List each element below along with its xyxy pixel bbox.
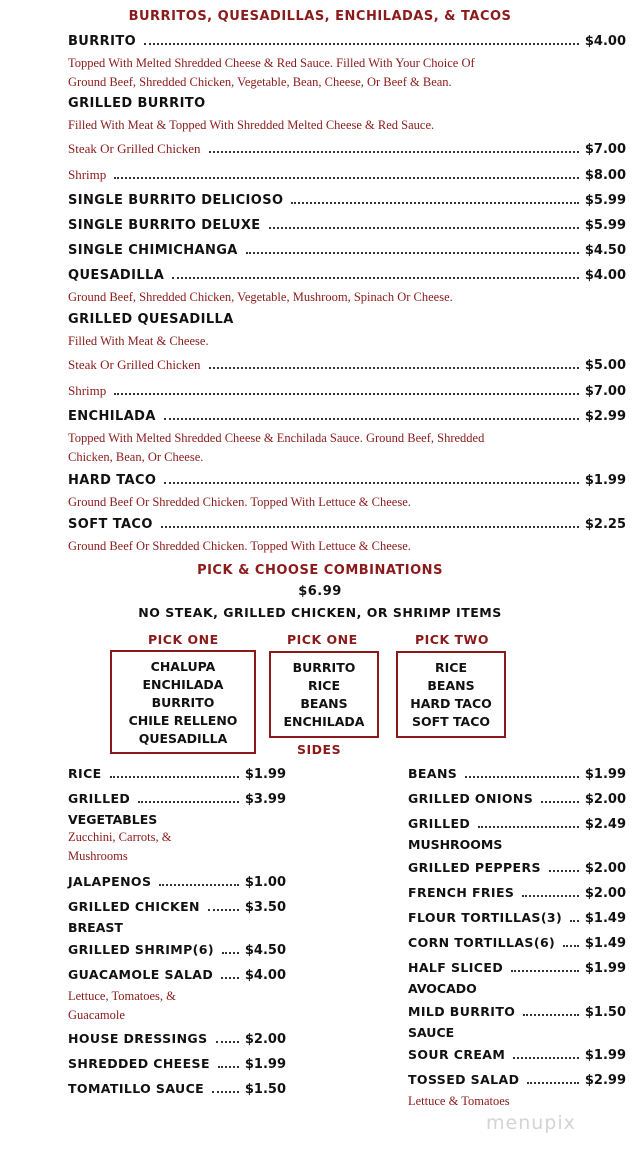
dot-leader — [218, 1066, 239, 1068]
pick-option: BEANS — [300, 696, 348, 711]
pick-option: ENCHILADA — [283, 714, 365, 729]
item-price: $2.00 — [244, 1032, 286, 1047]
item-price: $2.49 — [584, 817, 626, 832]
watermark-logo: menupix — [486, 1112, 576, 1134]
menu-item-hard-taco — [68, 473, 626, 512]
item-name: JALAPENOS — [68, 874, 152, 889]
item-price: $1.99 — [584, 1048, 626, 1063]
pick-option: HARD TACO — [410, 696, 492, 711]
dot-leader — [523, 1014, 579, 1016]
dot-leader — [138, 801, 239, 803]
item-price: $1.00 — [244, 875, 286, 890]
dot-leader — [172, 277, 579, 279]
pick-option: CHILE RELLENO — [128, 713, 238, 728]
menu-item-grilled-quesadilla — [68, 312, 626, 351]
item-description: Zucchini, Carrots, & — [68, 830, 172, 844]
item-name: SINGLE CHIMICHANGA — [68, 243, 238, 258]
side-item-jalapenos — [68, 874, 286, 894]
item-price: $2.00 — [584, 861, 626, 876]
dot-leader — [209, 367, 579, 369]
side-item-sour-cream — [408, 1047, 626, 1067]
menu-item-soft-taco — [68, 517, 626, 556]
pick-box-1 — [110, 650, 256, 754]
item-name: GRILLED — [68, 791, 131, 806]
menu-subitem-steak-chicken — [68, 141, 626, 161]
item-price: $3.50 — [244, 900, 286, 915]
section-title-burritos: BURRITOS, QUESADILLAS, ENCHILADAS, & TACOS — [128, 9, 512, 24]
side-item-tossed-salad — [408, 1072, 626, 1111]
item-description: Ground Beef, Shredded Chicken, Vegetable, Bean, Cheese, Or Beef & Bean. — [68, 75, 452, 89]
combo-price: $6.99 — [298, 584, 342, 599]
item-name: SINGLE BURRITO DELUXE — [68, 218, 261, 233]
side-item-dressings — [68, 1031, 286, 1051]
item-name-cont: BREAST — [68, 920, 123, 935]
menu-item-enchilada — [68, 409, 626, 467]
menu-item-deluxe — [68, 218, 626, 238]
pick-box-2 — [269, 651, 379, 738]
dot-leader — [221, 977, 239, 979]
side-item-fries — [408, 885, 626, 905]
item-name: ENCHILADA — [68, 409, 156, 424]
item-price: $1.99 — [584, 767, 626, 782]
item-price: $2.00 — [584, 792, 626, 807]
item-name: SHREDDED CHEESE — [68, 1056, 210, 1071]
item-name: Shrimp — [68, 167, 107, 182]
item-name: GRILLED PEPPERS — [408, 860, 541, 875]
dot-leader — [208, 909, 239, 911]
menu-item-chimichanga — [68, 243, 626, 263]
item-description: Lettuce & Tomatoes — [408, 1094, 510, 1108]
menu-subitem-steak-chicken — [68, 357, 626, 377]
menu-item-quesadilla — [68, 268, 626, 307]
pick-header: PICK ONE — [287, 632, 358, 647]
dot-leader — [570, 920, 579, 922]
pick-option: SOFT TACO — [411, 714, 491, 729]
dot-leader — [478, 826, 579, 828]
item-description: Ground Beef Or Shredded Chicken. Topped With Lettuce & Cheese. — [68, 495, 411, 509]
item-name: CORN TORTILLAS(6) — [408, 935, 556, 950]
pick-option: CHALUPA — [150, 659, 216, 674]
combo-note: NO STEAK, GRILLED CHICKEN, OR SHRIMP ITEMS — [138, 605, 502, 620]
item-name: GRILLED SHRIMP(6) — [68, 942, 214, 957]
item-price: $1.99 — [584, 473, 626, 488]
item-price: $5.00 — [584, 358, 626, 373]
item-name: Steak Or Grilled Chicken — [68, 357, 201, 372]
side-item-beans — [408, 766, 626, 786]
item-price: $2.99 — [584, 409, 626, 424]
item-description: Topped With Melted Shredded Cheese & Enchilada Sauce. Ground Beef, Shredded — [68, 431, 485, 445]
dot-leader — [465, 776, 579, 778]
item-price: $2.25 — [584, 517, 626, 532]
item-price: $2.99 — [584, 1073, 626, 1088]
side-item-onions — [408, 791, 626, 811]
dot-leader — [216, 1041, 239, 1043]
pick-option: RICE — [308, 678, 340, 693]
dot-leader — [159, 884, 239, 886]
item-name: HARD TACO — [68, 473, 157, 488]
item-description: Guacamole — [68, 1008, 125, 1022]
dot-leader — [511, 970, 579, 972]
pick-option: BURRITO — [151, 695, 215, 710]
side-item-flour-tortillas — [408, 910, 626, 930]
item-price: $2.00 — [584, 886, 626, 901]
item-price: $4.50 — [244, 943, 286, 958]
item-description: Ground Beef Or Shredded Chicken. Topped With Lettuce & Cheese. — [68, 539, 411, 553]
item-name: TOMATILLO SAUCE — [68, 1081, 205, 1096]
item-name: HALF SLICED — [408, 960, 504, 975]
item-price: $1.99 — [584, 961, 626, 976]
item-name: SOUR CREAM — [408, 1047, 506, 1062]
dot-leader — [522, 895, 579, 897]
item-name: MILD BURRITO — [408, 1004, 516, 1019]
item-price: $1.49 — [584, 936, 626, 951]
menu-item-delicioso — [68, 193, 626, 213]
item-name: GRILLED QUESADILLA — [68, 312, 234, 327]
item-price: $3.99 — [244, 792, 286, 807]
item-price: $5.99 — [584, 218, 626, 233]
item-name: SINGLE BURRITO DELICIOSO — [68, 193, 284, 208]
dot-leader — [563, 945, 579, 947]
item-name: GRILLED ONIONS — [408, 791, 534, 806]
dot-leader — [164, 482, 578, 484]
dot-leader — [110, 776, 239, 778]
item-description: Filled With Meat & Topped With Shredded Melted Cheese & Red Sauce. — [68, 118, 435, 132]
item-price: $5.99 — [584, 193, 626, 208]
side-item-corn-tortillas — [408, 935, 626, 955]
side-item-rice — [68, 766, 286, 786]
item-name-cont: VEGETABLES — [68, 812, 158, 827]
item-price: $7.00 — [584, 384, 626, 399]
dot-leader — [291, 202, 578, 204]
section-title-sides: SIDES — [297, 742, 342, 757]
dot-leader — [212, 1091, 239, 1093]
item-name: QUESADILLA — [68, 268, 165, 283]
item-name: FRENCH FRIES — [408, 885, 515, 900]
dot-leader — [513, 1057, 579, 1059]
item-name: GRILLED CHICKEN — [68, 899, 200, 914]
item-description: Topped With Melted Shredded Cheese & Red Sauce. Filled With Your Choice Of — [68, 56, 475, 70]
item-description: Filled With Meat & Cheese. — [68, 334, 209, 348]
item-price: $4.00 — [584, 34, 626, 49]
dot-leader — [209, 151, 579, 153]
item-name-cont: MUSHROOMS — [408, 837, 503, 852]
dot-leader — [114, 177, 579, 179]
pick-header: PICK ONE — [148, 632, 219, 647]
item-description: Chicken, Bean, Or Cheese. — [68, 450, 204, 464]
side-item-avocado — [408, 960, 626, 997]
dot-leader — [246, 252, 579, 254]
item-name: BEANS — [408, 766, 458, 781]
menu-item-burrito — [68, 34, 626, 92]
item-name: Shrimp — [68, 383, 107, 398]
dot-leader — [541, 801, 579, 803]
item-price: $1.49 — [584, 911, 626, 926]
side-item-cheese — [68, 1056, 286, 1076]
item-name: RICE — [68, 766, 102, 781]
item-price: $1.50 — [584, 1005, 626, 1020]
dot-leader — [527, 1082, 579, 1084]
menu-item-grilled-burrito — [68, 96, 626, 135]
pick-option: BURRITO — [292, 660, 356, 675]
dot-leader — [222, 952, 239, 954]
side-item-grilled-chicken — [68, 899, 286, 936]
pick-option: RICE — [435, 660, 467, 675]
pick-box-3 — [396, 651, 506, 738]
pick-header: PICK TWO — [415, 632, 489, 647]
item-price: $4.00 — [244, 968, 286, 983]
item-name: BURRITO — [68, 34, 137, 49]
item-name: Steak Or Grilled Chicken — [68, 141, 201, 156]
side-item-guacamole — [68, 967, 286, 1025]
item-name: GRILLED — [408, 816, 471, 831]
side-item-mushrooms — [408, 816, 626, 853]
item-name: TOSSED SALAD — [408, 1072, 520, 1087]
item-description: Ground Beef, Shredded Chicken, Vegetable, Mushroom, Spinach Or Cheese. — [68, 290, 453, 304]
item-name: GUACAMOLE SALAD — [68, 967, 214, 982]
item-name: SOFT TACO — [68, 517, 153, 532]
item-description: Mushrooms — [68, 849, 128, 863]
item-price: $4.50 — [584, 243, 626, 258]
dot-leader — [164, 418, 579, 420]
item-price: $1.99 — [244, 1057, 286, 1072]
menu-subitem-shrimp — [68, 167, 626, 187]
side-item-peppers — [408, 860, 626, 880]
dot-leader — [161, 526, 579, 528]
item-price: $1.50 — [244, 1082, 286, 1097]
item-name: GRILLED BURRITO — [68, 96, 206, 111]
item-price: $8.00 — [584, 168, 626, 183]
item-description: Lettuce, Tomatoes, & — [68, 989, 176, 1003]
item-name-cont: SAUCE — [408, 1025, 455, 1040]
item-price: $1.99 — [244, 767, 286, 782]
item-price: $7.00 — [584, 142, 626, 157]
pick-option: QUESADILLA — [138, 731, 228, 746]
dot-leader — [144, 43, 579, 45]
side-item-grilled-shrimp — [68, 942, 286, 962]
dot-leader — [549, 870, 579, 872]
menu-subitem-shrimp — [68, 383, 626, 403]
side-item-tomatillo — [68, 1081, 286, 1101]
pick-option: BEANS — [427, 678, 475, 693]
section-title-combinations: PICK & CHOOSE COMBINATIONS — [197, 563, 443, 578]
dot-leader — [114, 393, 579, 395]
item-price: $4.00 — [584, 268, 626, 283]
side-item-grilled-vegetables — [68, 791, 286, 866]
item-name: FLOUR TORTILLAS(3) — [408, 910, 563, 925]
dot-leader — [269, 227, 579, 229]
side-item-mild-sauce — [408, 1004, 626, 1041]
item-name: HOUSE DRESSINGS — [68, 1031, 208, 1046]
item-name-cont: AVOCADO — [408, 981, 477, 996]
pick-option: ENCHILADA — [142, 677, 224, 692]
